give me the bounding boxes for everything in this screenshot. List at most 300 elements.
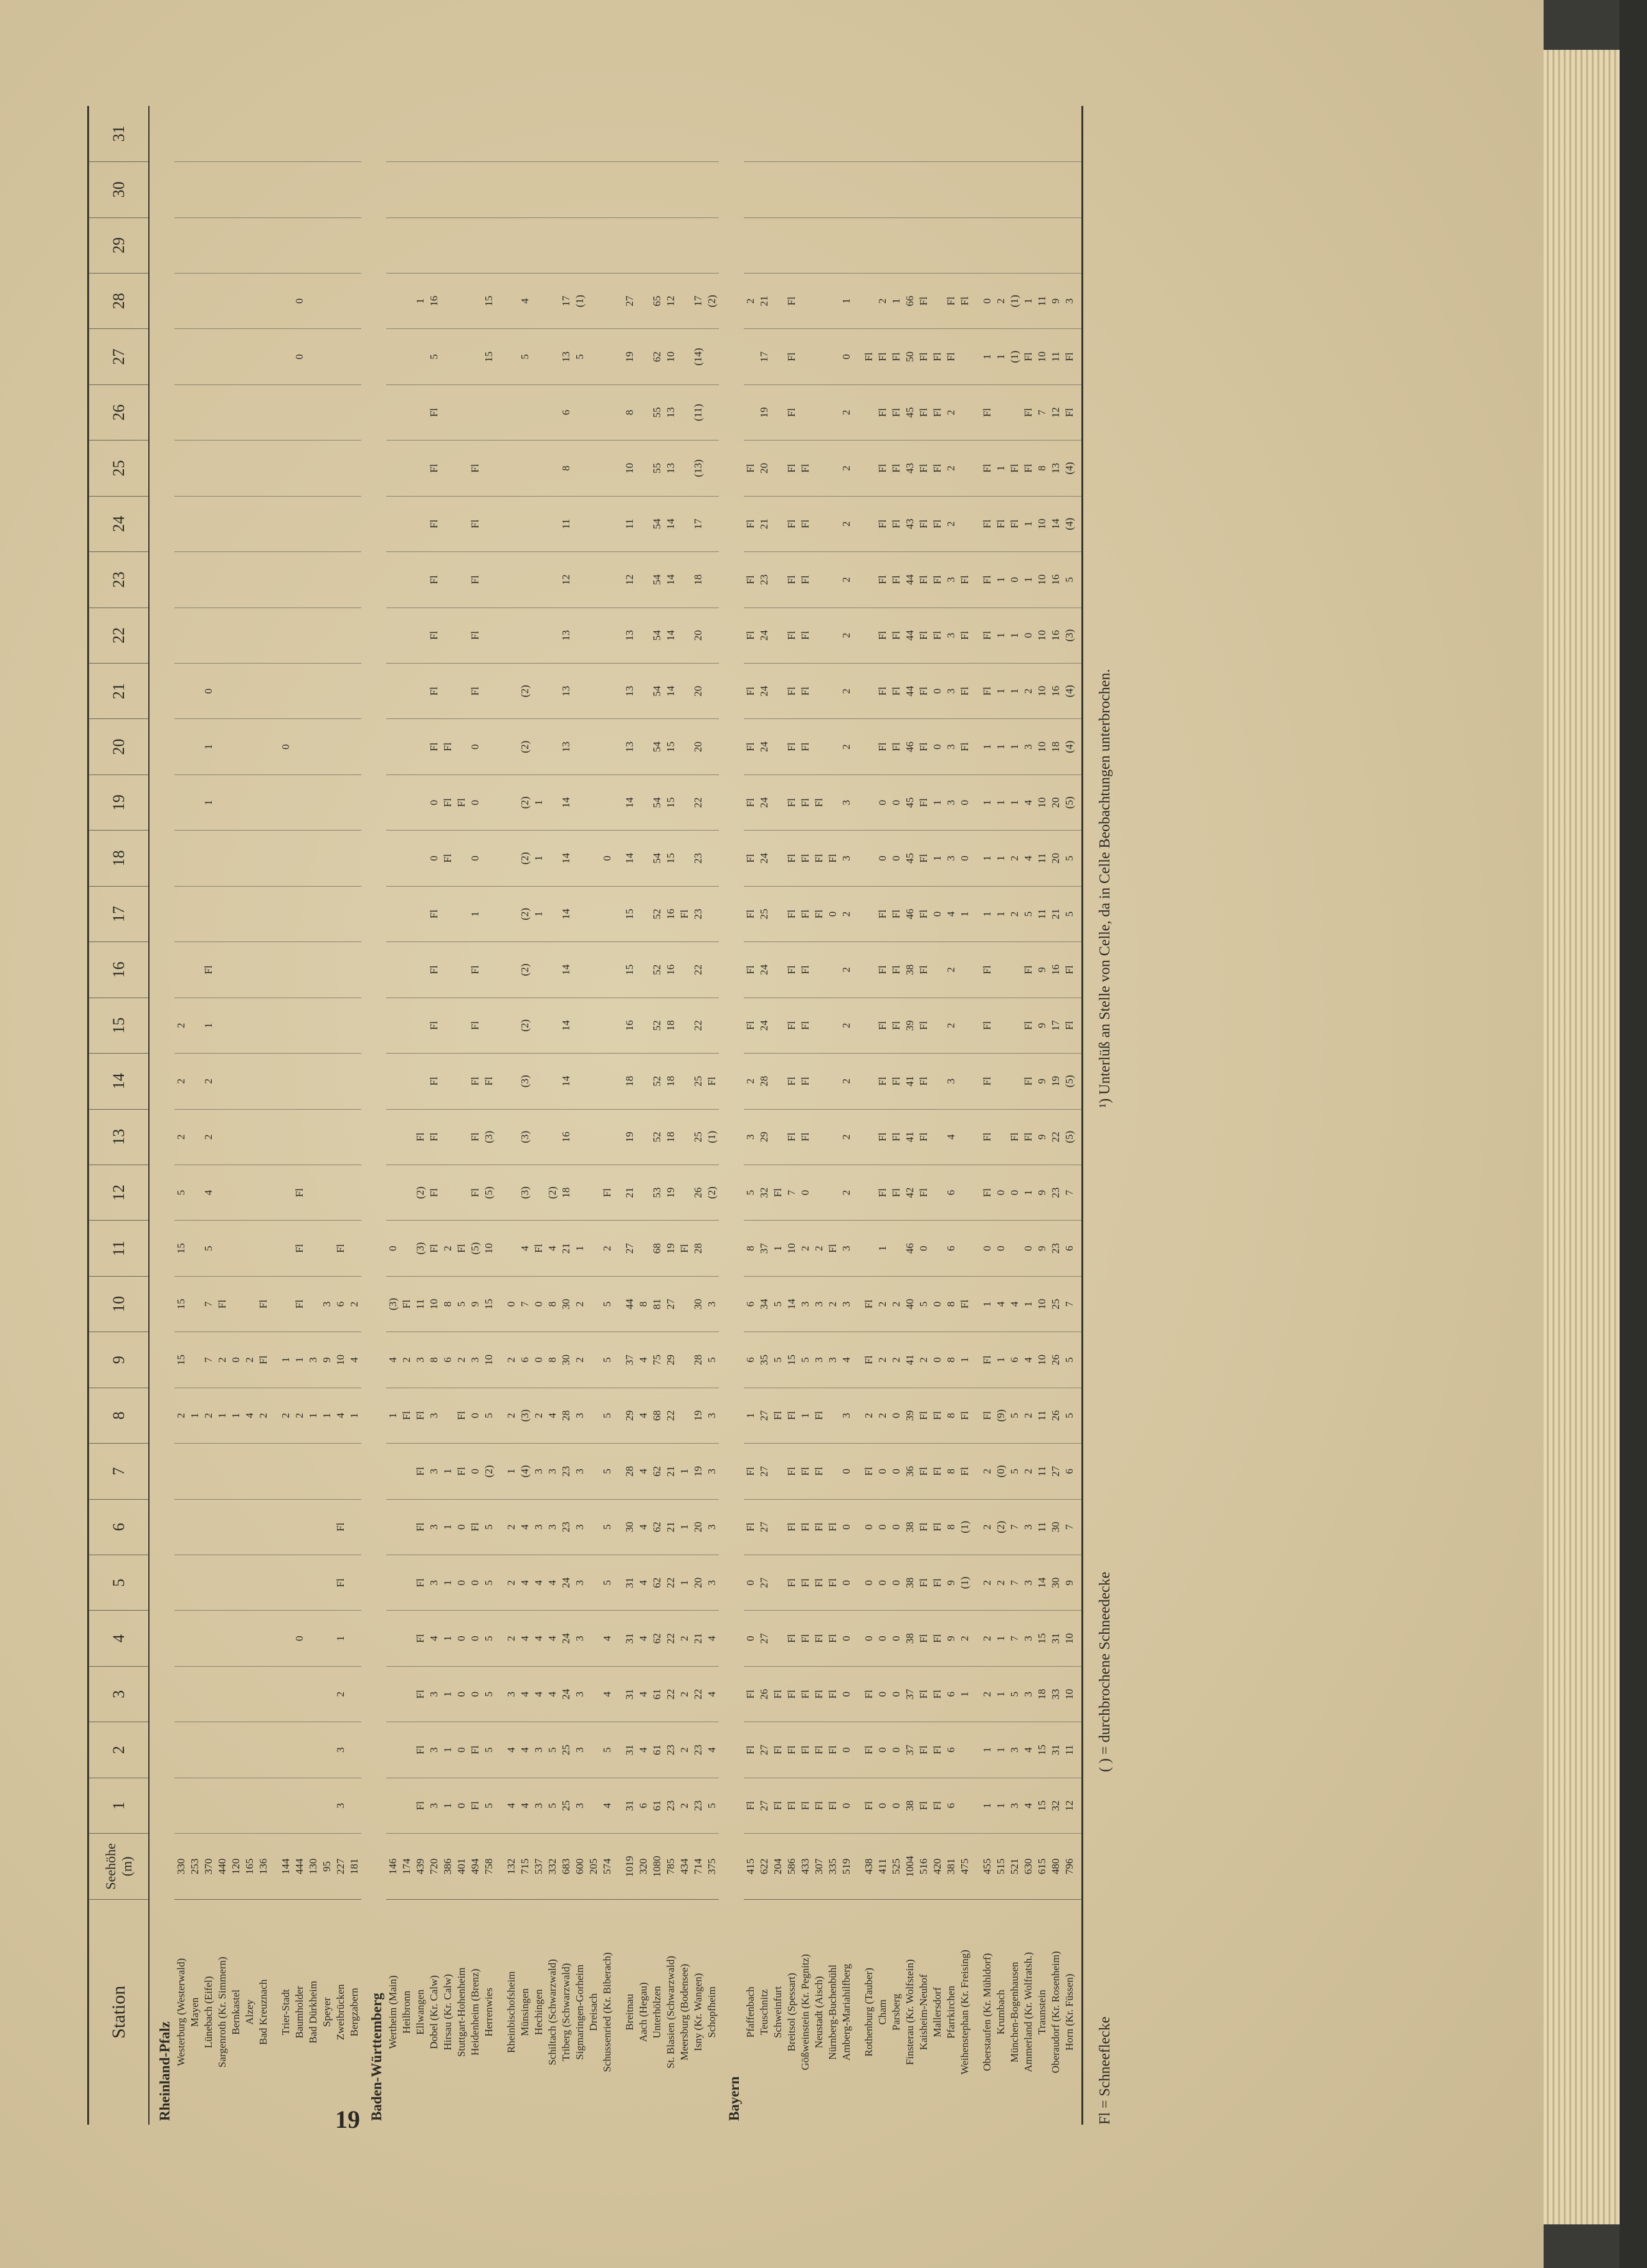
station-name: Sigmaringen-Gorheim (574, 1964, 586, 2060)
snow-depth-cell: 14 (664, 496, 678, 551)
snow-depth-cell (334, 942, 348, 998)
snow-depth-cell: 24 (757, 831, 771, 886)
snow-depth-cell: 11 (1035, 1388, 1049, 1443)
snow-depth-cell (174, 608, 188, 663)
snow-depth-cell (600, 886, 614, 941)
station-name: Pfarrkirchen (945, 1985, 957, 2039)
snow-depth-cell (637, 942, 650, 998)
snow-depth-cell (348, 886, 361, 941)
snow-depth-cell: Fl (931, 496, 944, 551)
snow-depth-cell: 6 (1063, 1444, 1083, 1499)
snow-depth-cell: Fl (890, 998, 903, 1053)
snow-depth-cell: 3 (573, 1778, 587, 1833)
snow-depth-cell: Fl (917, 1054, 931, 1109)
snow-depth-cell (637, 1221, 650, 1276)
snow-depth-cell: (2) (994, 1499, 1008, 1555)
snow-depth-cell (386, 998, 400, 1053)
snow-depth-cell: Fl (890, 719, 903, 774)
snow-depth-cell: 15 (174, 1332, 188, 1388)
station-height: 136 (257, 1834, 270, 1900)
snow-depth-cell: 6 (637, 1778, 650, 1833)
snow-depth-cell (216, 1722, 229, 1778)
snow-depth-cell (270, 1221, 293, 1276)
snow-depth-cell: 1 (994, 831, 1008, 886)
snow-depth-cell: 14 (785, 1276, 799, 1332)
snow-depth-cell: 3 (944, 774, 958, 830)
snow-depth-cell: 2 (840, 1109, 853, 1165)
snow-depth-cell: (3) (414, 1221, 427, 1276)
snow-depth-cell: 3 (944, 608, 958, 663)
snow-depth-cell: 9 (468, 1276, 482, 1332)
snow-depth-cell (496, 1109, 518, 1165)
snow-depth-cell (414, 217, 427, 273)
snow-depth-cell (414, 441, 427, 496)
snow-depth-cell (414, 831, 427, 886)
snow-depth-cell (229, 774, 243, 830)
snow-depth-cell (587, 831, 600, 886)
snow-depth-cell: 0 (931, 1276, 944, 1332)
snow-depth-cell: 1 (972, 719, 994, 774)
snow-depth-cell (400, 1499, 414, 1555)
station-row (994, 106, 1008, 2125)
snow-depth-cell: 5 (482, 1778, 496, 1833)
snow-depth-cell: 16 (559, 1109, 573, 1165)
snow-depth-cell (546, 608, 559, 663)
snow-depth-cell (320, 1499, 334, 1555)
snow-depth-cell (853, 441, 876, 496)
snow-depth-cell (705, 217, 719, 273)
snow-depth-cell: 2 (876, 273, 890, 328)
snow-depth-cell: 0 (853, 1611, 876, 1666)
snow-depth-cell: 3 (427, 1555, 441, 1611)
snow-depth-cell (518, 496, 532, 551)
snow-depth-cell: (4) (1063, 664, 1083, 719)
snow-depth-cell: 15 (482, 273, 496, 328)
day-column-header: 17 (88, 886, 150, 941)
snow-depth-cell: Fl (744, 886, 757, 941)
snow-depth-cell (678, 1276, 691, 1332)
snow-depth-cell (386, 1778, 400, 1833)
snow-depth-cell (306, 273, 320, 328)
snow-depth-cell (441, 998, 455, 1053)
snow-depth-cell: 0 (455, 1666, 468, 1722)
snow-depth-cell: 3 (546, 1444, 559, 1499)
snow-depth-cell: 11 (559, 496, 573, 551)
snow-depth-cell: Fl (812, 886, 826, 941)
snow-depth-cell: 25 (1049, 1276, 1063, 1332)
snow-depth-cell: 28 (757, 1054, 771, 1109)
snow-depth-cell (771, 329, 785, 384)
snow-depth-cell: Fl (744, 1666, 757, 1722)
snow-depth-cell (994, 384, 1008, 440)
snow-depth-cell (1008, 217, 1022, 273)
snow-depth-cell (334, 1444, 348, 1499)
snow-depth-cell (348, 664, 361, 719)
snow-depth-cell: 15 (1035, 1722, 1049, 1778)
snow-depth-cell: 3 (840, 1221, 853, 1276)
snow-depth-cell (306, 496, 320, 551)
snow-depth-cell: 5 (546, 1722, 559, 1778)
snow-depth-cell: 2 (678, 1666, 691, 1722)
snow-depth-cell (678, 552, 691, 608)
snow-depth-cell: Fl (744, 774, 757, 830)
snow-depth-cell: Fl (799, 831, 812, 886)
snow-depth-cell (270, 106, 293, 162)
snow-depth-cell (812, 329, 826, 384)
snow-depth-cell: Fl (876, 1109, 890, 1165)
snow-depth-cell (216, 1778, 229, 1833)
snow-depth-cell: 2 (243, 1332, 257, 1388)
snow-depth-cell (400, 1165, 414, 1220)
snow-depth-cell: 1 (1022, 1276, 1035, 1332)
snow-depth-cell: Fl (1063, 384, 1083, 440)
snow-depth-cell: 30 (614, 1499, 637, 1555)
snow-depth-cell (348, 608, 361, 663)
snow-depth-cell: (3) (1063, 608, 1083, 663)
snow-depth-cell: Fl (744, 1722, 757, 1778)
day-column-header: 9 (88, 1332, 150, 1388)
snow-depth-cell: 4 (637, 1722, 650, 1778)
station-row (853, 106, 876, 2125)
snow-depth-cell (306, 1109, 320, 1165)
snow-depth-cell: 21 (691, 1611, 705, 1666)
snow-depth-cell: 23 (559, 1444, 573, 1499)
snow-depth-cell (678, 273, 691, 328)
snow-depth-cell (216, 1221, 229, 1276)
snow-depth-cell: Fl (826, 1666, 840, 1722)
snow-depth-cell: 0 (931, 1332, 944, 1388)
snow-depth-cell (216, 106, 229, 162)
snow-depth-cell: 0 (876, 831, 890, 886)
station-height: 683 (559, 1834, 573, 1900)
table-body (149, 106, 1083, 2125)
snow-depth-cell: 0 (890, 1611, 903, 1666)
snow-depth-cell: 62 (650, 1499, 664, 1555)
snow-depth-cell: 4 (518, 273, 532, 328)
snow-depth-cell: 1 (202, 774, 216, 830)
snow-depth-cell (293, 384, 306, 440)
snow-depth-cell: 13 (559, 664, 573, 719)
snow-depth-cell: 4 (637, 1555, 650, 1611)
snow-depth-cell: 2 (202, 1054, 216, 1109)
snow-depth-cell: 2 (972, 1499, 994, 1555)
snow-depth-cell (812, 273, 826, 328)
station-height: 307 (812, 1834, 826, 1900)
snow-depth-cell (386, 273, 400, 328)
snow-depth-cell (482, 552, 496, 608)
snow-depth-cell (400, 273, 414, 328)
snow-depth-cell (468, 162, 482, 217)
snow-depth-cell: 2 (840, 1054, 853, 1109)
snow-depth-cell: Fl (455, 1221, 468, 1276)
snow-depth-cell (306, 552, 320, 608)
snow-depth-cell (243, 998, 257, 1053)
snow-depth-cell: 4 (532, 1666, 546, 1722)
snow-depth-cell: Fl (799, 886, 812, 941)
snow-depth-cell: 5 (1063, 886, 1083, 941)
snow-depth-cell: 45 (903, 774, 917, 830)
snow-depth-cell: (2) (518, 664, 532, 719)
snow-depth-cell (320, 1444, 334, 1499)
snow-depth-cell (386, 552, 400, 608)
snow-depth-cell (1049, 217, 1063, 273)
snow-depth-cell (532, 162, 546, 217)
snow-depth-cell (532, 273, 546, 328)
station-name: Unterhölzen (651, 1986, 663, 2039)
snow-depth-cell: 1 (972, 886, 994, 941)
snow-depth-cell (293, 1778, 306, 1833)
station-name: Schopfheim (706, 1986, 718, 2038)
station-height: 330 (174, 1834, 188, 1900)
snow-depth-cell (400, 1666, 414, 1722)
snow-depth-cell: 14 (1035, 1555, 1049, 1611)
snow-depth-cell: 4 (518, 1555, 532, 1611)
day-column-header: 14 (88, 1054, 150, 1109)
snow-depth-cell: 8 (1035, 441, 1049, 496)
snow-depth-cell: 19 (614, 1109, 637, 1165)
snow-depth-cell: 9 (944, 1555, 958, 1611)
snow-depth-cell: Fl (400, 1276, 414, 1332)
snow-depth-cell (994, 998, 1008, 1053)
snow-depth-cell (482, 774, 496, 830)
snow-depth-cell (174, 552, 188, 608)
snow-depth-cell (414, 998, 427, 1053)
snow-depth-cell (243, 664, 257, 719)
station-height: 433 (799, 1834, 812, 1900)
snow-depth-cell (229, 998, 243, 1053)
snow-depth-cell: 0 (876, 1778, 890, 1833)
snow-depth-cell: Fl (931, 384, 944, 440)
snow-depth-cell (400, 329, 414, 384)
snow-depth-cell: 23 (691, 831, 705, 886)
snow-depth-cell: Fl (455, 1444, 468, 1499)
snow-depth-cell: Fl (958, 1276, 972, 1332)
snow-depth-cell: 8 (944, 1276, 958, 1332)
snow-depth-cell (678, 1388, 691, 1443)
snow-depth-cell (243, 1555, 257, 1611)
snow-depth-cell (972, 106, 994, 162)
station-name: Mallersdorf (931, 1987, 943, 2037)
snow-depth-cell: 30 (1049, 1555, 1063, 1611)
snow-depth-cell (270, 831, 293, 886)
footnote-celle: ¹) Unterlüß an Stelle von Celle, da in Celle Beobachtungen unterbrochen. (1097, 669, 1113, 1108)
snow-depth-cell: 4 (637, 1332, 650, 1388)
snow-depth-cell (455, 217, 468, 273)
snow-depth-cell (587, 942, 600, 998)
station-row (757, 106, 771, 2125)
snow-depth-cell: 2 (944, 384, 958, 440)
snow-depth-cell: Fl (468, 998, 482, 1053)
snow-depth-cell: 29 (757, 1109, 771, 1165)
snow-depth-cell (455, 162, 468, 217)
snow-depth-cell (496, 608, 518, 663)
snow-depth-cell: Fl (785, 273, 799, 328)
snow-depth-cell (270, 329, 293, 384)
snow-depth-cell: 2 (744, 1054, 757, 1109)
snow-depth-cell: (3) (386, 1276, 400, 1332)
station-row (637, 106, 650, 2125)
snow-depth-cell: 1 (441, 1444, 455, 1499)
snow-depth-cell (600, 106, 614, 162)
snow-depth-cell (270, 608, 293, 663)
snow-depth-cell: 2 (853, 1388, 876, 1443)
snow-depth-cell: 27 (614, 273, 637, 328)
snow-depth-cell (216, 1444, 229, 1499)
station-name: Heilbronn (401, 1990, 412, 2034)
snow-depth-cell: 44 (903, 664, 917, 719)
snow-depth-cell: 4 (1022, 774, 1035, 830)
snow-depth-cell: 5 (1008, 1666, 1022, 1722)
day-column-header: 5 (88, 1555, 150, 1611)
snow-depth-cell (587, 106, 600, 162)
snow-depth-cell: Fl (853, 1276, 876, 1332)
snow-depth-cell (243, 886, 257, 941)
snow-depth-cell: 1 (386, 1388, 400, 1443)
station-row (270, 106, 293, 2125)
snow-depth-cell (757, 217, 771, 273)
snow-depth-cell: (2) (518, 998, 532, 1053)
snow-depth-cell: 9 (1035, 1054, 1049, 1109)
station-row (1008, 106, 1022, 2125)
snow-depth-cell: Fl (890, 1165, 903, 1220)
table-header-row (88, 106, 150, 2125)
station-name: Neustadt (Aisch) (813, 1976, 825, 2049)
snow-depth-cell (771, 384, 785, 440)
snow-depth-cell: Fl (468, 1722, 482, 1778)
snow-depth-cell (334, 831, 348, 886)
snow-depth-cell (293, 1444, 306, 1499)
snow-depth-cell: Fl (812, 1555, 826, 1611)
snow-depth-cell (320, 106, 334, 162)
station-row (546, 106, 559, 2125)
snow-depth-cell: 4 (637, 1666, 650, 1722)
snow-depth-cell (293, 608, 306, 663)
snow-depth-cell (386, 217, 400, 273)
snow-depth-cell (482, 608, 496, 663)
station-row (931, 106, 944, 2125)
snow-depth-cell (455, 719, 468, 774)
snow-depth-cell: 4 (637, 1499, 650, 1555)
station-row (482, 106, 496, 2125)
snow-depth-cell (812, 162, 826, 217)
snow-depth-cell (270, 273, 293, 328)
station-height: 204 (771, 1834, 785, 1900)
snow-depth-cell (257, 1221, 270, 1276)
snow-depth-cell: 5 (799, 1332, 812, 1388)
snow-depth-cell: 28 (559, 1388, 573, 1443)
station-row (744, 106, 757, 2125)
snow-depth-cell: Fl (972, 1388, 994, 1443)
snow-depth-cell: 1 (441, 1722, 455, 1778)
snow-depth-cell (216, 441, 229, 496)
snow-depth-cell (890, 217, 903, 273)
snow-depth-cell (243, 719, 257, 774)
snow-depth-cell (174, 1778, 188, 1833)
snow-depth-cell (532, 329, 546, 384)
snow-depth-cell: 1 (1008, 774, 1022, 830)
snow-depth-cell (482, 162, 496, 217)
snow-depth-cell (243, 1165, 257, 1220)
snow-depth-cell: (2) (546, 1165, 559, 1220)
snow-depth-cell: 41 (903, 1332, 917, 1388)
snow-depth-cell (257, 1722, 270, 1778)
snow-depth-cell (257, 1611, 270, 1666)
snow-depth-cell: 2 (496, 1611, 518, 1666)
snow-depth-cell (188, 942, 202, 998)
snow-depth-cell: 7 (1063, 1276, 1083, 1332)
station-row (468, 106, 482, 2125)
snow-depth-cell (188, 886, 202, 941)
snow-depth-cell: 0 (890, 774, 903, 830)
snow-depth-cell (678, 384, 691, 440)
snow-depth-cell (270, 1722, 293, 1778)
snow-depth-cell: 54 (650, 496, 664, 551)
snow-depth-cell: Fl (812, 1666, 826, 1722)
snow-depth-cell (414, 384, 427, 440)
snow-depth-cell: (3) (518, 1388, 532, 1443)
snow-depth-cell (348, 1778, 361, 1833)
snow-depth-cell (1008, 384, 1022, 440)
snow-depth-cell (188, 1778, 202, 1833)
snow-depth-cell: 24 (559, 1555, 573, 1611)
station-name: Bad Kreuznach (257, 1979, 269, 2045)
snow-depth-cell: 3 (573, 1666, 587, 1722)
snow-depth-cell: 8 (744, 1221, 757, 1276)
snow-depth-cell (958, 1221, 972, 1276)
snow-depth-cell: 14 (664, 664, 678, 719)
day-column-header: 10 (88, 1276, 150, 1332)
snow-depth-cell: 0 (876, 1666, 890, 1722)
snow-depth-cell (348, 1054, 361, 1109)
snow-depth-cell: 38 (903, 1611, 917, 1666)
snow-depth-cell (243, 831, 257, 886)
snow-depth-cell: 14 (559, 942, 573, 998)
snow-depth-cell: 16 (1049, 942, 1063, 998)
snow-depth-cell: Fl (414, 1388, 427, 1443)
snow-depth-cell (257, 329, 270, 384)
snow-depth-cell (826, 719, 840, 774)
snow-depth-cell: 0 (826, 886, 840, 941)
snow-depth-cell: Fl (826, 831, 840, 886)
snow-depth-cell (202, 441, 216, 496)
snow-depth-cell: Fl (771, 1778, 785, 1833)
snow-depth-cell: Fl (414, 1109, 427, 1165)
station-row (559, 106, 573, 2125)
snow-depth-cell: 9 (1035, 942, 1049, 998)
snow-depth-cell: 5 (771, 1276, 785, 1332)
station-row (650, 106, 664, 2125)
snow-depth-cell: 4 (243, 1388, 257, 1443)
snow-depth-cell: Fl (799, 664, 812, 719)
snow-depth-cell: 0 (890, 1722, 903, 1778)
snow-depth-cell: 13 (559, 329, 573, 384)
snow-depth-cell (243, 162, 257, 217)
snow-depth-cell (320, 1109, 334, 1165)
snow-depth-cell (532, 608, 546, 663)
snow-depth-cell: 23 (1049, 1221, 1063, 1276)
snow-depth-cell: 4 (705, 1666, 719, 1722)
footnote-parentheses: ( ) = durchbrochene Schneedecke (1097, 1571, 1113, 1772)
snow-depth-cell: 27 (757, 1388, 771, 1443)
snow-depth-cell (229, 1666, 243, 1722)
station-name: Alzey (244, 1999, 255, 2025)
station-row (455, 106, 468, 2125)
snow-depth-cell (771, 1444, 785, 1499)
snow-depth-cell: 13 (1049, 441, 1063, 496)
snow-depth-cell (306, 384, 320, 440)
snow-depth-cell: 19 (1049, 1054, 1063, 1109)
snow-depth-cell: 25 (691, 1054, 705, 1109)
